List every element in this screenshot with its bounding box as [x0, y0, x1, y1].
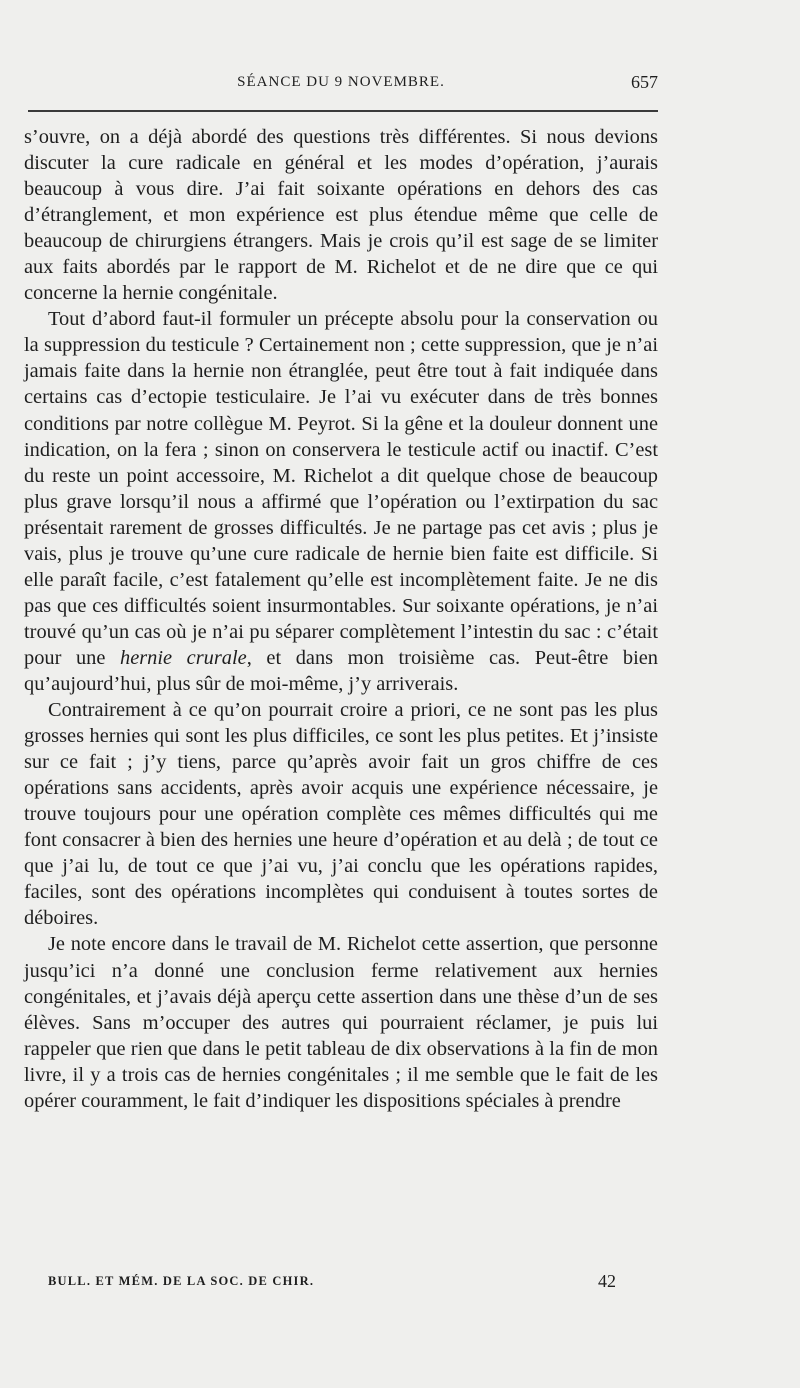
paragraph-2-italic: hernie crurale [120, 646, 247, 669]
paragraph-2-text-b: , et dans mon troisième cas. Peut-être bien qu’aujourd’hui, plus sûr de moi-même, j’y arriverais. [24, 646, 659, 695]
paragraph-3-text: Contrairement à ce qu’on pourrait croire a priori, ce ne sont pas les plus grosses hernies qui sont les plus difficiles, ce sont les plus petites. Et j’insiste sur ce fait ; j’y tiens, parce qu’après avoir fait un gros chiffre de ces opérations sans accidents, après avoir acquis une expérience nécessaire, je trouve toujours pour une opération complète ces mêmes difficultés qui me font consacrer à bien des hernies une heure d’opération et au delà ; de tout ce que j’ai lu, de tout ce que j’ai vu, j’ai conclu que les opérations rapides, faciles, sont des opérations incomplètes qui conduisent à toutes sortes de déboires. [24, 699, 658, 930]
page-number: 657 [631, 72, 658, 92]
paragraph-4 [24, 931, 658, 1113]
paragraph-4-text: Je note encore dans le travail de M. Richelot cette assertion, que personne jusqu’ici n’a donné une conclusion ferme relativement aux hernies congénitales, et j’avais déjà aperçu cette assertion dans une thèse d’un de ses élèves. Sans m’occuper des autres qui pourraient réclamer, je puis lui rappeler que rien que dans le petit tableau de dix observations à la fin de mon livre, il y a trois cas de hernies congénitales ; il me semble que le fait de les opérer couramment, le fait d’indiquer les dispositions spéciales à prendre [24, 933, 658, 1112]
header-rule [28, 110, 658, 112]
running-head: SÉANCE DU 9 NOVEMBRE. [237, 74, 445, 90]
body-text [24, 124, 658, 1114]
footer-journal: BULL. ET MÉM. DE LA SOC. DE CHIR. [48, 1274, 315, 1288]
paragraph-1-text: s’ouvre, on a déjà abordé des questions très différentes. Si nous devions discuter la cure radicale en général et les modes d’opération, j’aurais beaucoup à vous dire. J’ai fait soixante opérations en dehors des cas d’étranglement, et mon expérience est plus étendue même que celle de beaucoup de chirurgiens étrangers. Mais je crois qu’il est sage de se limiter aux faits abordés par le rapport de M. Richelot et de ne dire que ce qui concerne la hernie congénitale. [24, 126, 658, 305]
page-header [24, 74, 658, 98]
page-footer [48, 1271, 648, 1296]
paragraph-2-text-a: Tout d’abord faut-il formuler un précepte absolu pour la conservation ou la suppression du testicule ? Certainement non ; cette suppression, que je n’ai jamais faite dans la hernie non étranglée, peut être tout à fait indiquée dans certains cas d’ectopie testiculaire. Je l’ai vu exécuter dans de très bonnes conditions par notre collègue M. Peyrot. Si la gêne et la douleur donnent une indication, on la fera ; sinon on conservera le testicule actif ou inactif. C’est du reste un point accessoire, M. Richelot a dit quelque chose de beaucoup plus grave lorsqu’il nous a affirmé que l’opération ou l’extirpation du sac présentait rarement de grosses difficultés. Je ne partage pas cet avis ; plus je vais, plus je trouve qu’une cure radicale de hernie bien faite est difficile. Si elle paraît facile, c’est fatalement qu’elle est incomplètement faite. Je ne dis pas que ces difficultés soient insurmontables. Sur soixante opérations, je n’ai trouvé qu’un cas où je n’ai pu séparer complètement l’intestin du sac : c’était pour une [24, 308, 658, 669]
paragraph-1 [24, 124, 658, 306]
paragraph-2 [24, 306, 658, 697]
signature-mark: 42 [598, 1271, 616, 1291]
paragraph-3 [24, 697, 658, 931]
